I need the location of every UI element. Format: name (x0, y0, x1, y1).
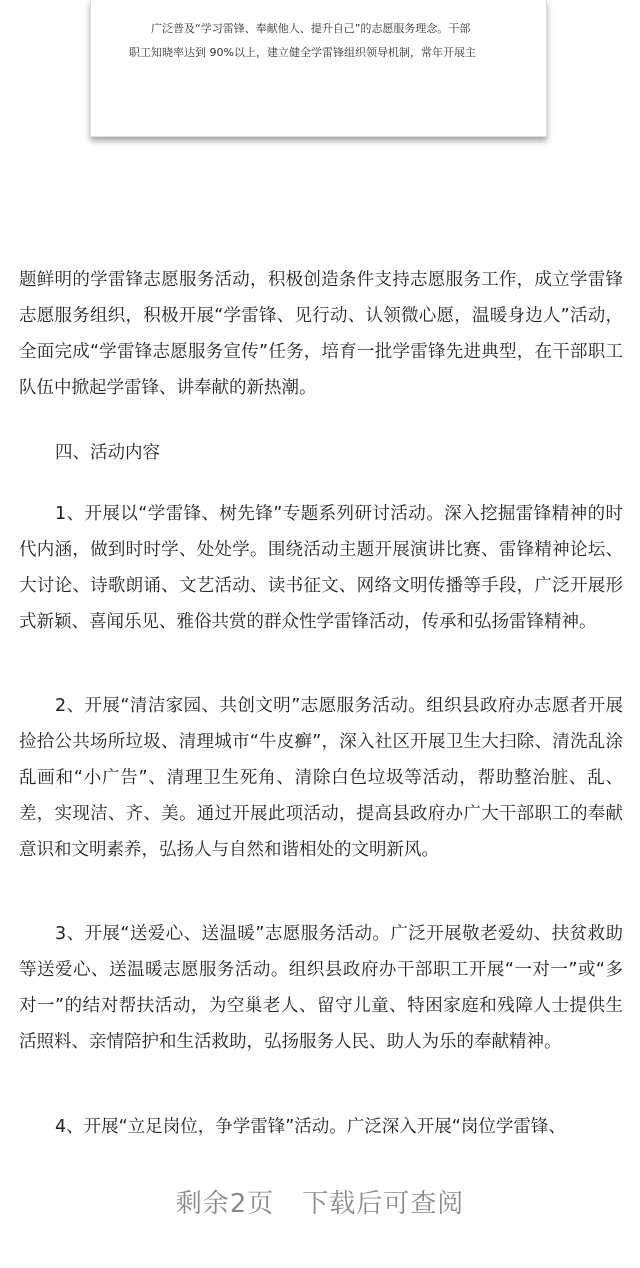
remaining-pages-banner[interactable] (0, 1184, 640, 1224)
section-heading: 四、活动内容 (55, 443, 160, 463)
remaining-pages-label: 剩余2页 (175, 1189, 275, 1219)
activity-item-3: 3、开展“送爱心、送温暖”志愿服务活动。广泛开展敬老爱幼、扶贫救助等送爱心、送温暖志愿服务活动。组织县政府办干部职工开展“一对一”或“多对一”的结对帮扶活动，为空巢老人、留守儿童、特困家庭和残障人士提供生活照料、亲情陪护和生活救助，弘扬服务人民、助人为乐的奉献精神。 (19, 924, 623, 1052)
preview-line-1: 广泛普及“学习雷锋、奉献他人、提升自己”的志愿服务理念。干部 (151, 22, 471, 35)
download-prompt-label: 下载后可查阅 (302, 1189, 465, 1219)
activity-item-4: 4、开展“立足岗位，争学雷锋”活动。广泛深入开展“岗位学雷锋、 (55, 1117, 566, 1137)
activity-item-2: 2、开展“清洁家园、共创文明”志愿服务活动。组织县政府办志愿者开展捡拾公共场所垃圾、清理城市“牛皮癣”，深入社区开展卫生大扫除、清洗乱涂乱画和“小广告”、清理卫生死角、清除白色垃圾等活动，帮助整治脏、乱、差，实现洁、齐、美。通过开展此项活动，提高县政府办广大干部职工的奉献意识和文明素养，弘扬人与自然和谐相处的文明新风。 (19, 696, 623, 860)
preview-line-2: 职工知晓率达到 90%以上，建立健全学雷锋组织领导机制，常年开展主 (129, 46, 476, 59)
activity-item-1: 1、开展以“学雷锋、树先锋”专题系列研讨活动。深入挖掘雷锋精神的时代内涵，做到时时学、处处学。围绕活动主题开展演讲比赛、雷锋精神论坛、大讨论、诗歌朗诵、文艺活动、读书征文、网络文明传播等手段，广泛开展形式新颖、喜闻乐见、雅俗共赏的群众性学雷锋活动，传承和弘扬雷锋精神。 (19, 504, 623, 632)
continuation-paragraph: 题鲜明的学雷锋志愿服务活动，积极创造条件支持志愿服务工作，成立学雷锋志愿服务组织，积极开展“学雷锋、见行动、认领微心愿，温暖身边人”活动，全面完成“学雷锋志愿服务宣传”任务，培育一批学雷锋先进典型，在干部职工队伍中掀起学雷锋、讲奉献的新热潮。 (19, 270, 623, 398)
preview-card (90, 0, 547, 137)
